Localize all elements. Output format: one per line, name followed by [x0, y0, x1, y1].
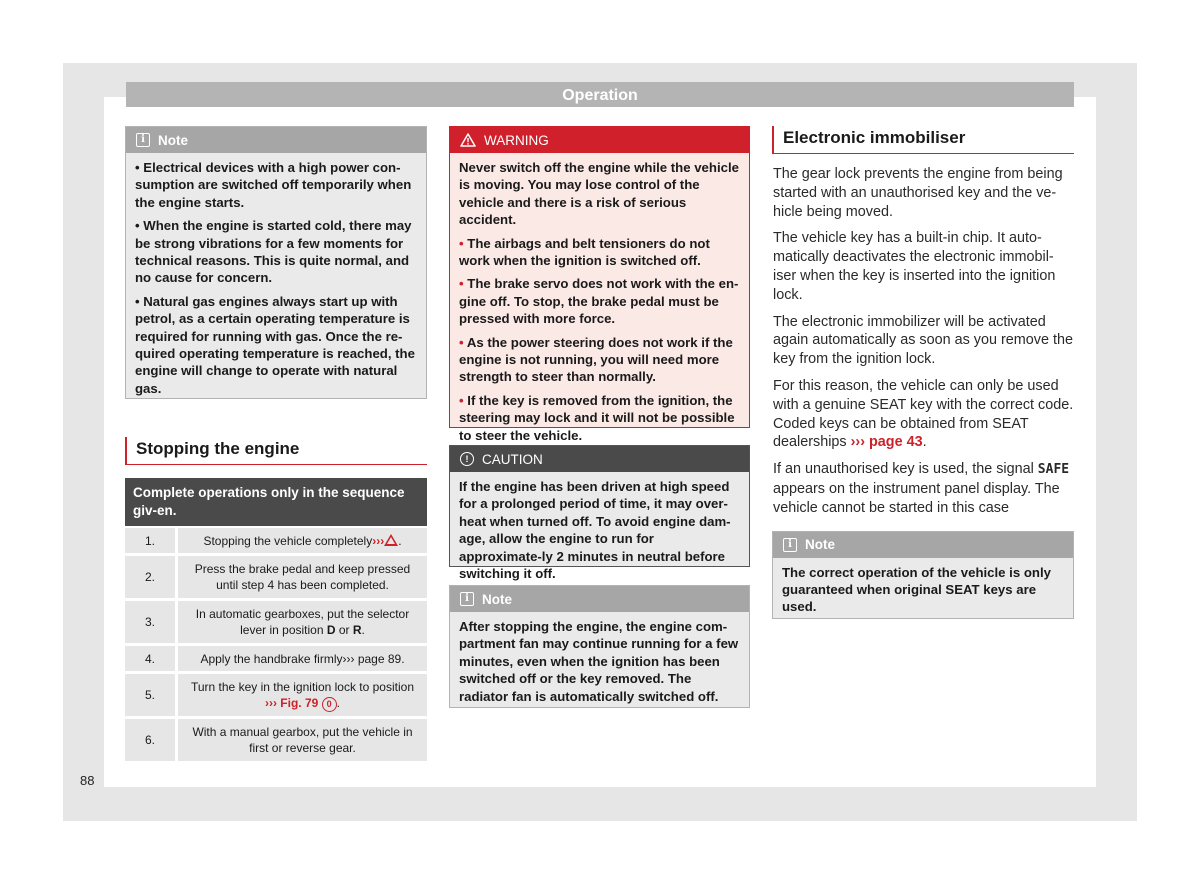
warning-body [450, 153, 749, 450]
info-icon: i [460, 592, 474, 606]
section-title-stopping: Stopping the engine [125, 437, 427, 465]
warning-icon [460, 133, 476, 147]
warning-bullet: • The brake servo does not work with the en-gine off. To stop, the brake pedal must be pressed with more force. [459, 276, 739, 327]
position-d: D [326, 623, 336, 637]
step-text [178, 528, 427, 553]
note-body: The correct operation of the vehicle is only guaranteed when original SEAT keys are used. [782, 564, 1051, 615]
immobiliser-text [772, 165, 1074, 518]
caution-icon: ! [460, 452, 474, 466]
step-suffix: . [361, 623, 365, 637]
right-column [772, 126, 1074, 619]
step-text-mid: or [335, 623, 353, 637]
caution-box [449, 445, 750, 582]
step-text [178, 601, 427, 643]
note-header [126, 127, 426, 153]
step-suffix: . [398, 533, 402, 548]
warning-title: WARNING [484, 132, 549, 148]
page-number: 88 [80, 773, 95, 788]
warning-box [449, 126, 750, 443]
note-paragraph: • Natural gas engines always start up with petrol, as a certain operating temperature is required for running with gas. Once the re-quired operating temperature is reached, the engine will change to operate with natural gas. [135, 293, 415, 396]
table-row [125, 674, 427, 716]
info-icon: i [783, 538, 797, 552]
paragraph: The vehicle key has a built-in chip. It auto-matically deactivates the electronic immobil-iser when the key is inserted into the ignition lock. [773, 230, 1056, 303]
step-number: 5. [125, 674, 178, 716]
paragraph-end: . [922, 434, 927, 451]
caution-header [450, 446, 749, 472]
step-suffix: . [401, 651, 405, 666]
step-text-main: Apply the handbrake firmly [200, 651, 343, 666]
cross-ref-link[interactable]: ››› page 89 [342, 651, 402, 666]
note-box-right [772, 531, 1074, 619]
note-body: After stopping the engine, the engine com-partment fan may continue running for a few minutes, even when the ignition has been switched off or the key removed. The radiator fan is automatically switched off. [459, 619, 739, 704]
warning-header [450, 127, 749, 153]
cross-ref-link[interactable]: ››› page 43 [850, 434, 923, 451]
step-number: 3. [125, 601, 178, 643]
step-number: 1. [125, 528, 178, 553]
warning-triangle-icon [384, 534, 398, 546]
step-number: 6. [125, 719, 178, 761]
caution-body: If the engine has been driven at high speed for a prolonged period of time, it may over-heat when turned off. To avoid engine dam-age, allow the engine to run for approximate-ly 2 minutes in neutral before switching it off. [459, 479, 731, 582]
warning-bullet: • As the power steering does not work if the engine is not running, you will need more strength to steer than normally. [459, 334, 733, 385]
position-r: R [352, 623, 362, 637]
table-row [125, 719, 427, 761]
warning-bullet-text: The airbags and belt tensioners do not work when the ignition is switched off. [459, 235, 710, 269]
note-title: Note [482, 591, 512, 607]
warning-intro: Never switch off the engine while the vehicle is moving. You may lose control of the vehicle and there is a risk of serious accident. [459, 160, 739, 228]
steps-table-body [125, 525, 427, 764]
step-text [178, 674, 427, 716]
page-header: Operation [126, 82, 1074, 107]
step-text-main: Turn the key in the ignition lock to position [190, 679, 414, 694]
section-title-immobiliser: Electronic immobiliser [772, 126, 1074, 154]
steps-table [125, 478, 427, 764]
step-text-main: Stopping the vehicle completely [203, 533, 373, 548]
note-header [450, 586, 749, 612]
figure-ref-link[interactable]: ››› Fig. 79 [264, 695, 319, 710]
paragraph-text: appears on the instrument panel display. The vehicle cannot be started in this case [773, 480, 1060, 516]
table-row [125, 601, 427, 643]
paragraph: The gear lock prevents the engine from being started with an unauthorised key and the ve-hicle being moved. [773, 166, 1063, 220]
warning-bullet-text: As the power steering does not work if the engine is not running, you will need more strength to steer than normally. [459, 334, 733, 385]
step-suffix: . [336, 695, 341, 710]
paragraph: The electronic immobilizer will be activated again automatically as soon as you remove the key from the ignition lock. [773, 313, 1073, 368]
paragraph [773, 377, 1074, 452]
note-body [126, 153, 426, 403]
warning-bullet-text: The brake servo does not work with the en-gine off. To stop, the brake pedal must be pressed with more force. [459, 276, 739, 327]
warning-bullet-text: If the key is removed from the ignition, the steering may lock and it will not be possible to steer the vehicle. [459, 392, 735, 443]
safe-indicator: SAFE [1037, 462, 1070, 478]
note-paragraph: • When the engine is started cold, there may be strong vibrations for a few moments for technical reasons. This is quite normal, and no cause for concern. [135, 218, 412, 286]
paragraph-text: If an unauthorised key is used, the signal [773, 461, 1034, 478]
middle-column [449, 126, 750, 708]
paragraph [773, 460, 1074, 517]
step-text: With a manual gearbox, put the vehicle in first or reverse gear. [178, 719, 427, 761]
note-box-middle [449, 585, 750, 708]
note-title: Note [158, 132, 188, 148]
warning-bullet: • The airbags and belt tensioners do not work when the ignition is switched off. [459, 235, 710, 269]
note-box-left [125, 126, 427, 399]
step-number: 4. [125, 646, 178, 671]
step-text [178, 646, 427, 671]
table-row [125, 646, 427, 671]
position-zero-icon: 0 [322, 697, 337, 712]
step-text: Press the brake pedal and keep pressed until step 4 has been completed. [178, 556, 427, 598]
paragraph-text: For this reason, the vehicle can only be used with a genuine SEAT key with the correct code. Coded keys can be obtained from SEAT dealerships [773, 377, 1074, 451]
steps-table-header: Complete operations only in the sequence giv-en. [125, 478, 427, 526]
info-icon: i [136, 133, 150, 147]
step-text-main: In automatic gearboxes, put the selector lever in position [195, 607, 410, 637]
step-number: 2. [125, 556, 178, 598]
caution-title: CAUTION [482, 451, 543, 467]
note-paragraph: • Electrical devices with a high power con-sumption are switched off temporarily when the engine starts. [135, 160, 412, 210]
cross-ref-link[interactable]: ››› [372, 533, 385, 548]
left-column [125, 126, 427, 764]
table-row [125, 556, 427, 598]
note-header [773, 532, 1073, 558]
table-row [125, 528, 427, 553]
warning-bullet: • If the key is removed from the ignition, the steering may lock and it will not be possible to steer the vehicle. [459, 392, 735, 443]
note-title: Note [805, 537, 835, 553]
